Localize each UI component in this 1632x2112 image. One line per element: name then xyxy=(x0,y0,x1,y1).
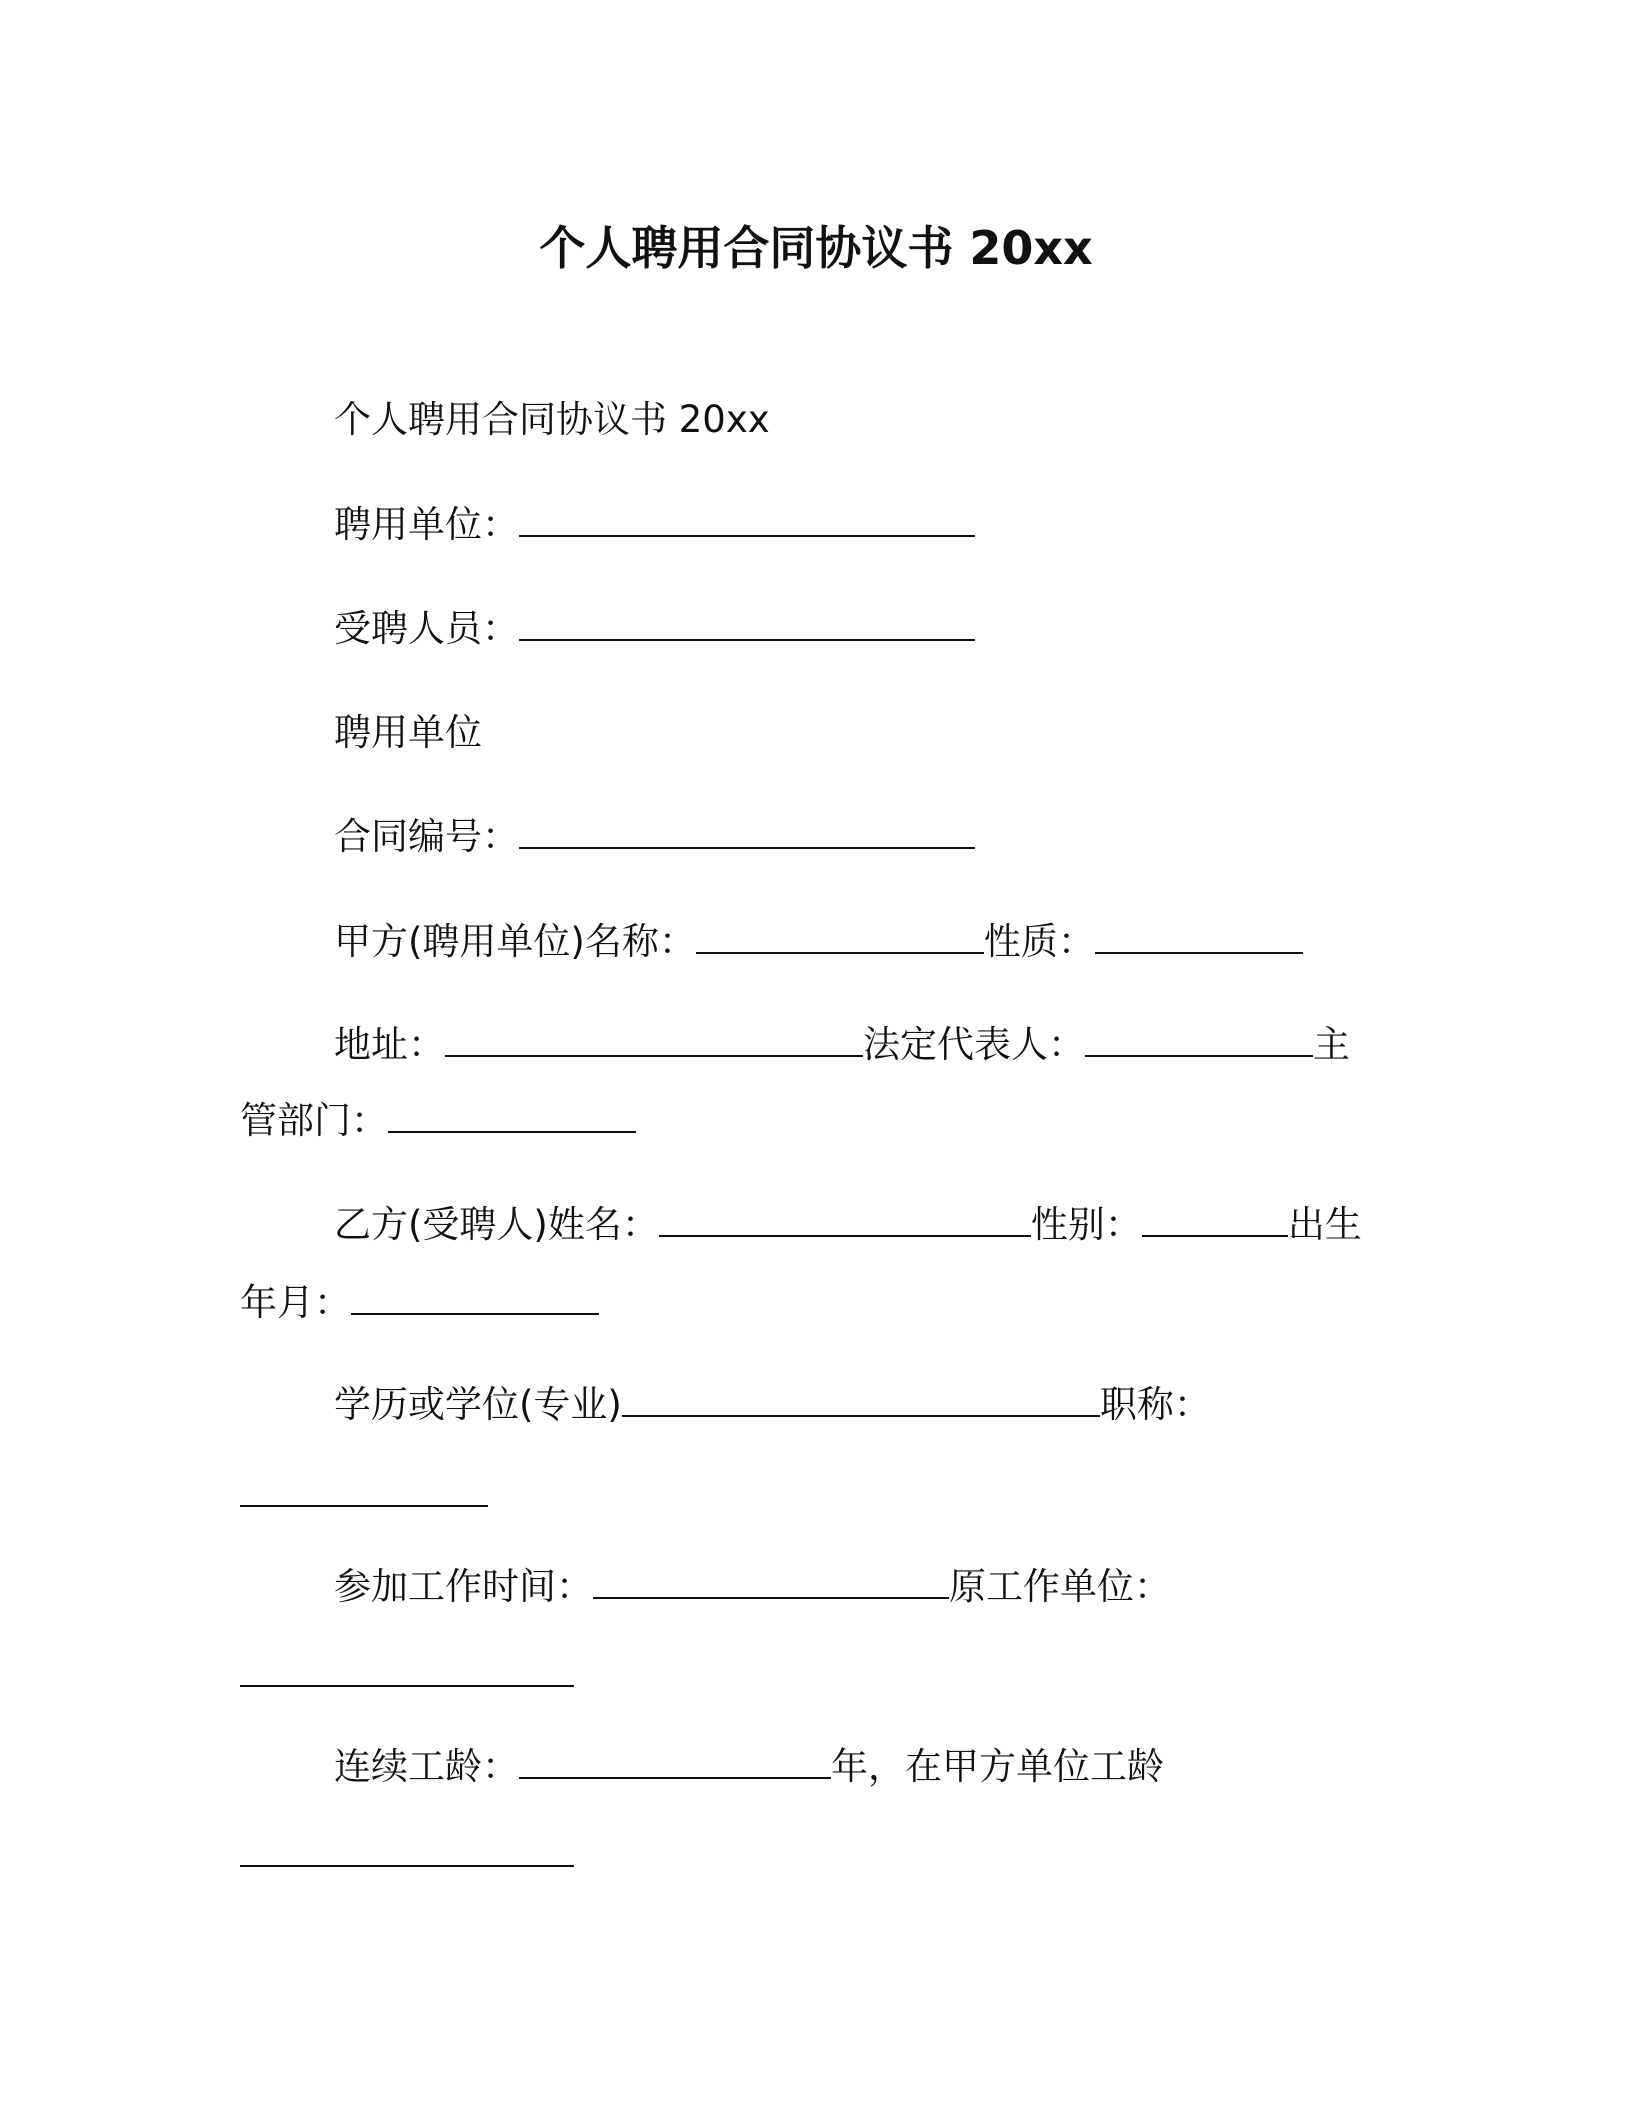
contract-number-label: 合同编号： xyxy=(334,815,519,858)
employee-label: 受聘人员： xyxy=(334,607,519,650)
employer-plain-label: 聘用单位 xyxy=(334,711,482,754)
employer-blank[interactable] xyxy=(519,501,975,537)
party-b-name-blank[interactable] xyxy=(659,1201,1031,1237)
legal-rep-label: 法定代表人： xyxy=(863,1023,1085,1066)
contract-number-blank[interactable] xyxy=(519,813,975,849)
address-row xyxy=(240,1020,1554,1070)
birth-label-part2: 年月： xyxy=(240,1281,351,1324)
party-a-name-label: 甲方(聘用单位)名称： xyxy=(334,920,696,963)
nature-label: 性质： xyxy=(983,920,1095,963)
party-a-row xyxy=(240,917,1554,967)
education-label: 学历或学位(专业) xyxy=(334,1383,622,1426)
previous-unit-row xyxy=(240,1650,1460,1700)
company-seniority-blank[interactable] xyxy=(240,1831,574,1867)
professional-title-row xyxy=(240,1470,1460,1520)
seniority-label: 连续工龄： xyxy=(334,1745,519,1788)
dept-row xyxy=(240,1096,1460,1146)
address-blank[interactable] xyxy=(445,1021,863,1057)
party-b-row xyxy=(240,1200,1554,1250)
dept-blank[interactable] xyxy=(388,1097,636,1133)
employee-blank[interactable] xyxy=(519,605,975,641)
work-start-row xyxy=(240,1562,1554,1612)
seniority-year-text: 年，在甲方单位工龄 xyxy=(831,1745,1164,1788)
company-seniority-row xyxy=(240,1830,1460,1880)
employee-row xyxy=(240,604,1554,654)
dept-label-part2: 管部门： xyxy=(240,1099,388,1142)
employer-row xyxy=(240,500,1554,550)
employer-label: 聘用单位： xyxy=(334,503,519,546)
document-heading: 个人聘用合同协议书 20xx xyxy=(334,398,770,441)
birth-row xyxy=(240,1278,1460,1328)
birth-blank[interactable] xyxy=(351,1279,599,1315)
nature-blank[interactable] xyxy=(1095,918,1303,954)
legal-rep-blank[interactable] xyxy=(1085,1021,1313,1057)
work-start-label: 参加工作时间： xyxy=(334,1565,593,1608)
previous-unit-blank[interactable] xyxy=(240,1651,574,1687)
address-label: 地址： xyxy=(334,1023,445,1066)
education-row xyxy=(240,1380,1554,1430)
work-start-blank[interactable] xyxy=(593,1563,949,1599)
document-title: 个人聘用合同协议书 20xx xyxy=(539,221,1093,275)
seniority-blank[interactable] xyxy=(519,1743,831,1779)
professional-title-blank[interactable] xyxy=(240,1471,488,1507)
contract-number-row xyxy=(240,812,1554,862)
party-b-name-label: 乙方(受聘人)姓名： xyxy=(334,1203,659,1246)
gender-label: 性别： xyxy=(1030,1203,1142,1246)
birth-label-part1: 出生 xyxy=(1287,1203,1362,1246)
professional-title-label: 职称： xyxy=(1099,1383,1211,1426)
previous-unit-label: 原工作单位： xyxy=(949,1565,1171,1608)
party-a-name-blank[interactable] xyxy=(696,918,984,954)
education-blank[interactable] xyxy=(622,1381,1100,1417)
dept-label-part1: 主 xyxy=(1313,1023,1350,1066)
gender-blank[interactable] xyxy=(1142,1201,1288,1237)
employer-plain-row xyxy=(240,708,1554,758)
seniority-row xyxy=(240,1742,1554,1792)
